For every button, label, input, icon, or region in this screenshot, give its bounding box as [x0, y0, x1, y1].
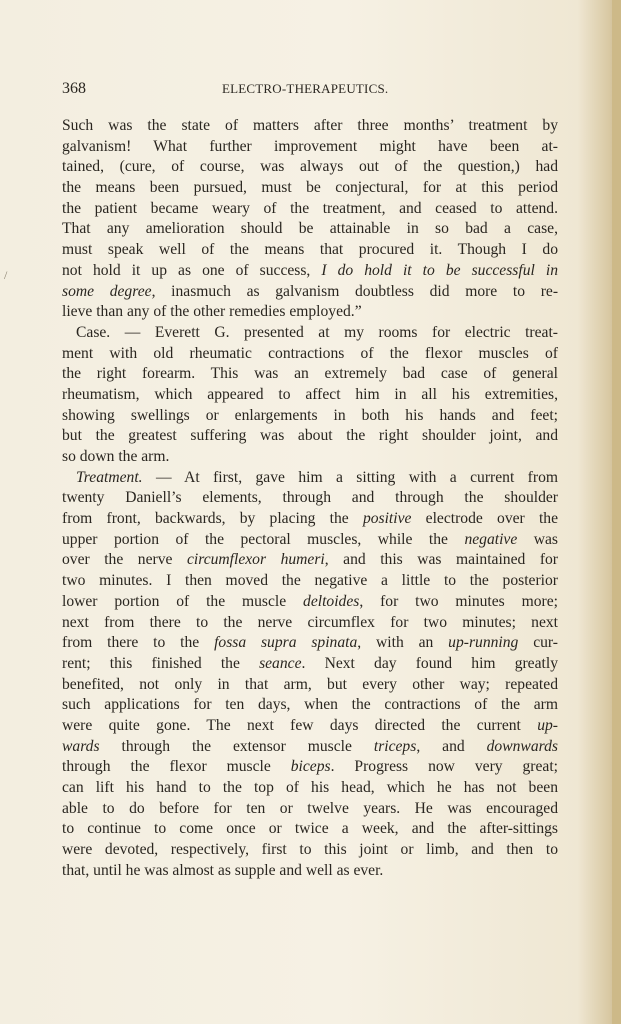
text-line [62, 116, 558, 137]
text-run: was [517, 530, 558, 548]
text-run: to continue to come once or twice a week, and the after-sittings [62, 820, 558, 838]
text-run: tained, (cure, of course, was always out of the question,) had [62, 158, 558, 176]
text-line [62, 323, 558, 344]
text-run: over the nerve [62, 551, 187, 569]
text-line [62, 447, 558, 468]
text-run: benefited, not only in that arm, but every other way; repeated [62, 675, 558, 693]
text-line [62, 240, 558, 261]
text-run: lower portion of the muscle [62, 592, 304, 610]
text-run: two minutes. I then moved the negative a little to the posterior [62, 572, 558, 590]
italic-text: I do hold it to be successful in [321, 261, 558, 279]
text-run: That any amelioration should be attainable in so bad a case, [62, 220, 558, 238]
text-line [62, 199, 558, 220]
text-line [62, 219, 558, 240]
text-line [62, 840, 558, 861]
italic-text: negative [464, 530, 518, 548]
text-line [62, 385, 558, 406]
text-line [62, 488, 558, 509]
italic-text: biceps [290, 758, 331, 776]
page-header [62, 80, 557, 102]
italic-text: triceps [373, 737, 417, 755]
text-run: — At first, gave him a sitting with a current from [142, 468, 558, 486]
text-run: . Next day found him greatly [301, 654, 558, 672]
text-run: that, until he was almost as supple and well as ever. [62, 861, 384, 879]
text-run: from there to the [62, 634, 215, 652]
text-line [62, 302, 558, 323]
text-line [62, 633, 558, 654]
text-line [62, 861, 558, 882]
text-line [62, 613, 558, 634]
italic-text: deltoides [303, 592, 360, 610]
italic-text: downwards [486, 737, 558, 755]
text-line [62, 571, 558, 592]
text-line [62, 137, 558, 158]
text-run: such applications for ten days, when the contractions of the arm [62, 696, 558, 714]
text-run: Case. — Everett G. presented at my rooms for electric treat- [76, 323, 558, 341]
text-run: so down the arm. [62, 448, 170, 465]
text-run: , for two minutes more; [359, 592, 558, 610]
text-line [62, 592, 558, 613]
text-run: galvanism! What further improvement might have been at- [62, 137, 558, 155]
text-line [62, 468, 558, 489]
text-run: Such was the state of matters after three months’ treatment by [62, 117, 558, 134]
text-line [62, 282, 558, 303]
text-run: from front, backwards, by placing the [62, 510, 363, 528]
text-line [62, 426, 558, 447]
text-run: , and [416, 737, 487, 755]
text-run: must speak well of the means that procured it. Though I do [62, 241, 558, 259]
text-line [62, 695, 558, 716]
text-run: through the flexor muscle [62, 758, 291, 776]
text-run: , and this was maintained for [324, 551, 558, 569]
text-run: rent; this finished the [62, 654, 260, 672]
text-run: not hold it up as one of success, [62, 261, 322, 279]
text-line [62, 364, 558, 385]
text-run: the patient became weary of the treatment, and ceased to attend. [62, 199, 558, 217]
italic-text: some degree [62, 282, 152, 300]
text-run: next from there to the nerve circumflex for two minutes; next [62, 613, 558, 631]
text-line [62, 675, 558, 696]
text-line [62, 550, 558, 571]
text-run: cur- [518, 634, 558, 652]
margin-mark: / [4, 268, 8, 282]
text-line [62, 406, 558, 427]
body-text [62, 116, 558, 881]
text-run: . Progress now very great; [330, 758, 558, 776]
text-line [62, 737, 558, 758]
text-run: ment with old rheumatic contractions of the flexor muscles of [62, 344, 558, 362]
text-line [62, 716, 558, 737]
text-run: the means been pursued, must be conjectural, for at this period [62, 179, 558, 197]
text-line [62, 799, 558, 820]
text-run: rheumatism, which appeared to affect him in all his extremities, [62, 385, 558, 403]
text-run: , with an [357, 634, 449, 652]
italic-text: up- [537, 716, 558, 734]
italic-text: circumflexor humeri [186, 551, 325, 569]
text-run: lieve than any of the other remedies employed.” [62, 303, 362, 321]
text-line [62, 778, 558, 799]
text-line [62, 530, 558, 551]
text-run: upper portion of the pectoral muscles, while the [62, 530, 465, 548]
italic-text: wards [62, 737, 100, 755]
text-run: but the greatest suffering was about the right shoulder joint, and [62, 427, 558, 445]
text-run: twenty Daniell’s elements, through and through the shoulder [62, 489, 558, 507]
text-run: able to do before for ten or twelve years. He was encouraged [62, 799, 558, 817]
text-run: through the extensor muscle [99, 737, 374, 755]
italic-text: Treatment. [76, 468, 143, 486]
italic-text: up-running [448, 634, 519, 652]
text-run: electrode over the [411, 510, 558, 528]
text-run: showing swellings or enlargements in both his hands and feet; [62, 406, 558, 424]
text-run: the right forearm. This was an extremely bad case of general [62, 365, 558, 383]
text-run: were devoted, respectively, first to this joint or limb, and then to [62, 841, 558, 859]
italic-text: positive [362, 510, 412, 528]
italic-text: fossa supra spinata [214, 634, 358, 652]
text-run: were quite gone. The next few days directed the current [62, 716, 538, 734]
text-line [62, 654, 558, 675]
text-line [62, 157, 558, 178]
running-head: ELECTRO-THERAPEUTICS. [222, 81, 389, 96]
text-line [62, 757, 558, 778]
page-number: 368 [62, 80, 86, 97]
text-run: , inasmuch as galvanism doubtless did more to re- [151, 282, 558, 300]
text-line [62, 819, 558, 840]
page-edge [612, 0, 621, 1024]
text-line [62, 344, 558, 365]
text-line [62, 261, 558, 282]
italic-text: seance [259, 654, 302, 672]
text-line [62, 509, 558, 530]
text-run: can lift his hand to the top of his head, which he has not been [62, 779, 558, 796]
text-line [62, 178, 558, 199]
